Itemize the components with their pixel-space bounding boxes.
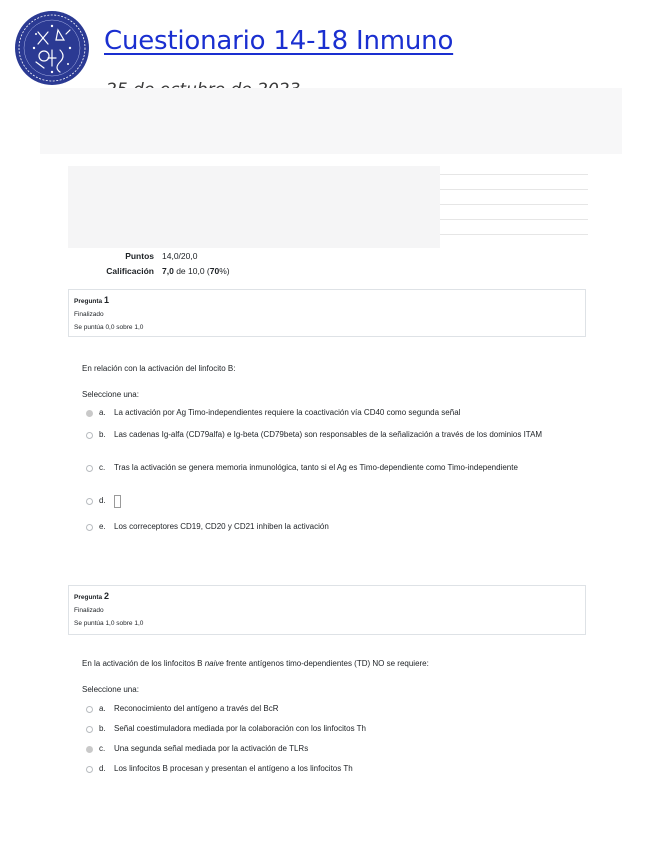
question-1-option-c[interactable]: c. Tras la activación se genera memoria inmunológica, tanto si el Ag es Timo-dependiente como Timo-independiente xyxy=(86,462,576,473)
question-2-prompt: Seleccione una: xyxy=(82,685,139,694)
radio-button[interactable] xyxy=(86,498,93,505)
grade-end: %) xyxy=(219,266,230,276)
grade-value xyxy=(162,266,230,276)
question-2-heading: Pregunta 2 xyxy=(74,591,109,601)
question-1-option-d[interactable]: d. xyxy=(86,495,576,508)
question-1-info xyxy=(68,289,586,337)
question-2-option-d[interactable]: d. Los linfocitos B procesan y presentan el antígeno a los linfocitos Th xyxy=(86,763,576,774)
radio-button[interactable] xyxy=(86,465,93,472)
question-2-status: Finalizado xyxy=(74,607,104,614)
question-2-info xyxy=(68,585,586,635)
points-row xyxy=(68,251,197,261)
radio-button[interactable] xyxy=(86,706,93,713)
radio-button[interactable] xyxy=(86,766,93,773)
question-2-option-a[interactable]: a. Reconocimiento del antígeno a través del BcR xyxy=(86,703,576,714)
radio-button[interactable] xyxy=(86,726,93,733)
radio-button[interactable] xyxy=(86,410,93,417)
grade-label: Calificación xyxy=(106,266,154,276)
radio-button[interactable] xyxy=(86,524,93,531)
grade-percent: 70 xyxy=(209,266,220,276)
grade-score: 7,0 xyxy=(162,266,174,276)
points-value: 14,0/20,0 xyxy=(162,251,198,261)
question-1-option-a[interactable]: a. La activación por Ag Timo-independientes requiere la coactivación vía CD40 como segunda señal xyxy=(86,407,576,418)
summary-table-redacted xyxy=(68,166,440,248)
radio-button[interactable] xyxy=(86,746,93,753)
points-label: Puntos xyxy=(125,251,154,261)
question-1-text: En relación con la activación del linfocito B: xyxy=(82,364,236,373)
grade-row xyxy=(68,266,230,276)
university-seal-logo xyxy=(14,10,90,86)
document-title[interactable]: Cuestionario 14-18 Inmuno xyxy=(104,26,454,56)
header-banner xyxy=(40,88,622,154)
question-2-score: Se puntúa 1,0 sobre 1,0 xyxy=(74,620,144,627)
question-1-heading: Pregunta 1 xyxy=(74,295,109,305)
question-2-option-c[interactable]: c. Una segunda señal mediada por la activación de TLRs xyxy=(86,743,576,754)
grade-middle: de 10,0 ( xyxy=(173,266,210,276)
summary-table-lines xyxy=(440,174,588,249)
empty-answer-box xyxy=(114,495,121,508)
question-2-option-b[interactable]: b. Señal coestimuladora mediada por la colaboración con los linfocitos Th xyxy=(86,723,576,734)
question-1-prompt: Seleccione una: xyxy=(82,390,139,399)
radio-button[interactable] xyxy=(86,432,93,439)
question-1-option-e[interactable]: e. Los correceptores CD19, CD20 y CD21 inhiben la activación xyxy=(86,521,576,532)
question-1-option-b[interactable]: b. Las cadenas Ig-alfa (CD79alfa) e Ig-beta (CD79beta) son responsables de la señalización a través de los dominios ITAM xyxy=(86,429,576,440)
question-1-status: Finalizado xyxy=(74,311,104,318)
question-1-score: Se puntúa 0,0 sobre 1,0 xyxy=(74,324,144,331)
question-2-text: En la activación de los linfocitos B naive frente antígenos timo-dependientes (TD) NO se requiere: xyxy=(82,659,429,668)
